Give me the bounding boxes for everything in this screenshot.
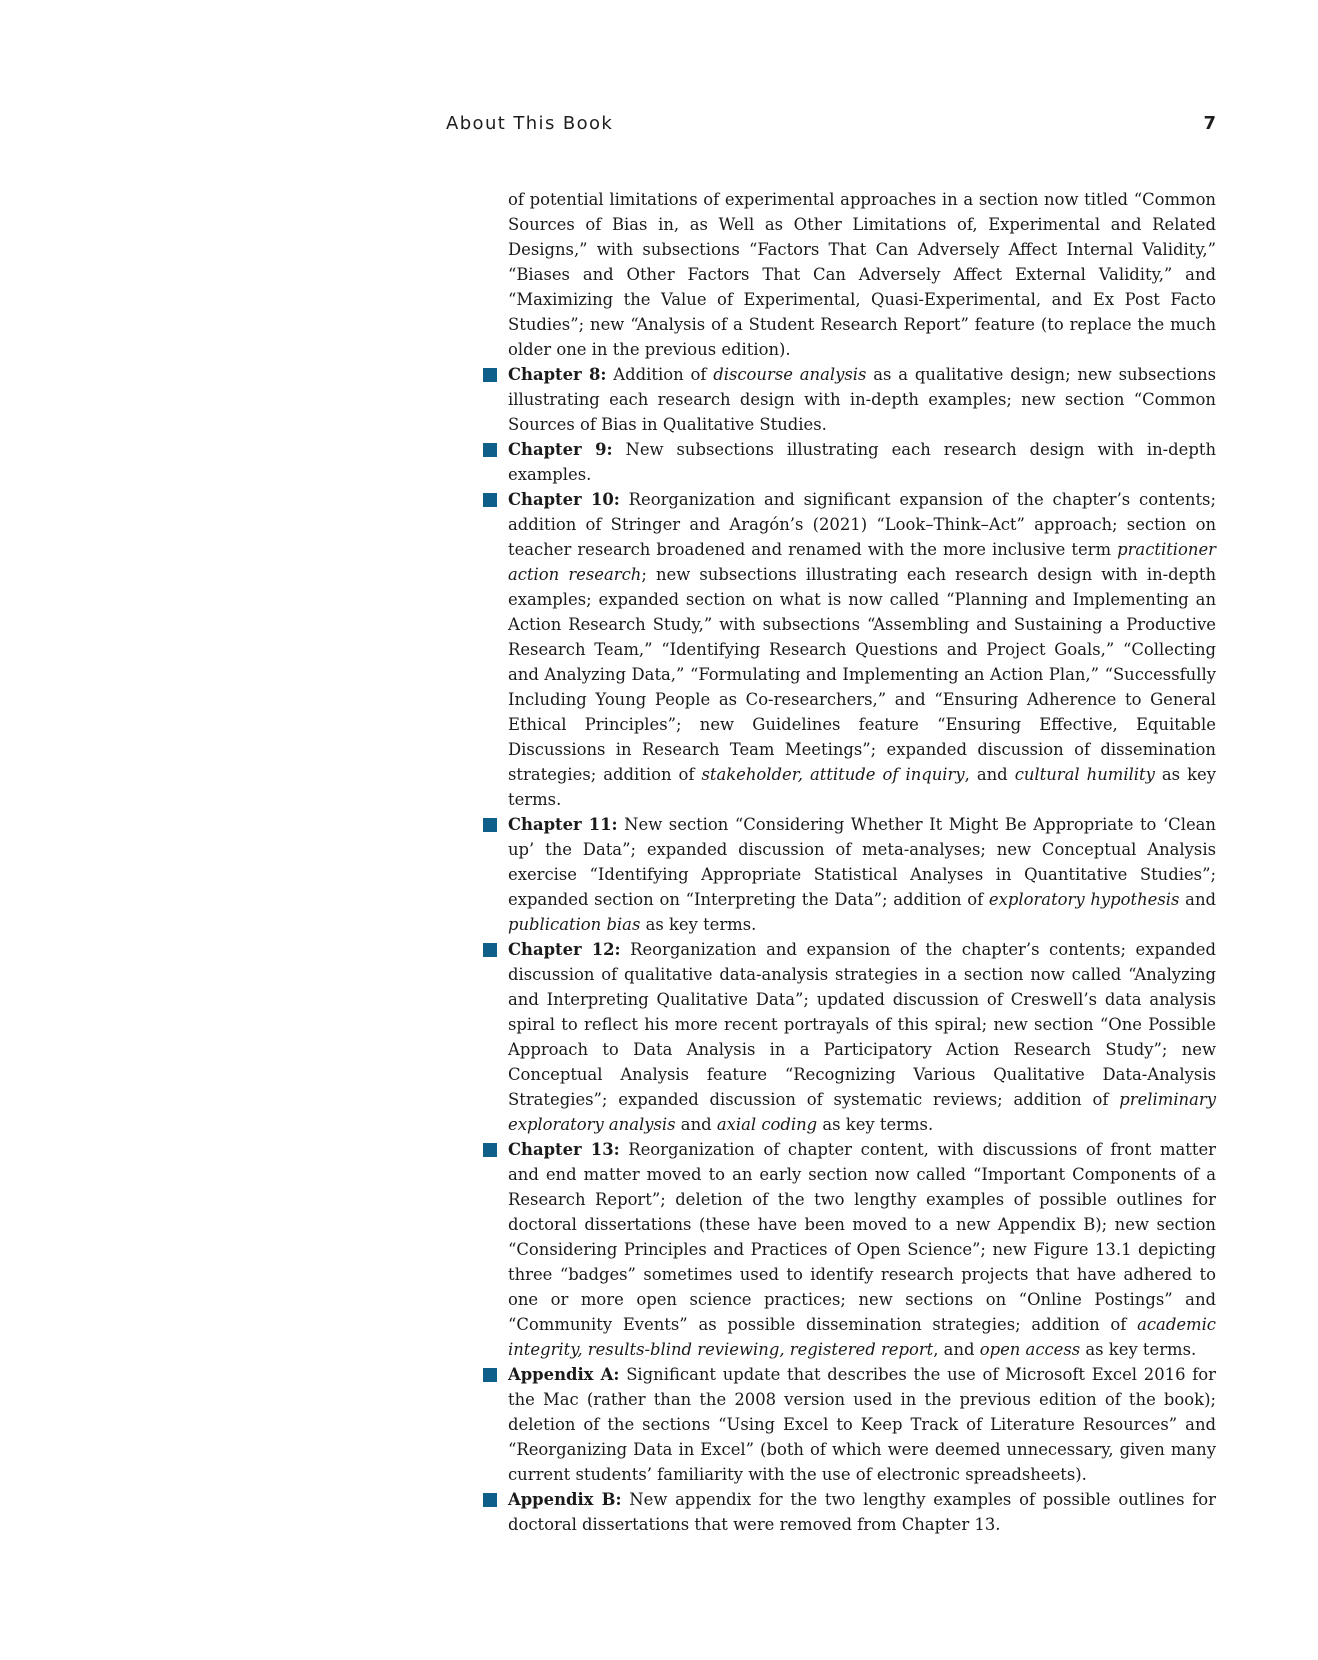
key-term: cultural humility (1014, 765, 1155, 784)
item-lead: Appendix A: (508, 1365, 620, 1384)
list-item (508, 812, 1216, 937)
running-header (446, 113, 1216, 143)
item-text: Reorganization and expansion of the chapter’s contents; expanded discussion of qualitative data-analysis strategies in a section now called “Analyzing and Interpreting Qualitative Data”; updated discussion of Creswell’s data analysis spiral to reflect his more recent portrayals of this spiral; new section “One Possible Approach to Data Analysis in a Participatory Action Research Study”; new Conceptual Analysis feature “Recognizing Various Qualitative Data-Analysis Strategies”; expanded discussion of systematic reviews; addition of (508, 940, 1216, 1109)
square-bullet-icon (483, 1143, 497, 1157)
list-item (508, 1487, 1216, 1537)
revision-list (508, 362, 1216, 1537)
item-text: as key terms. (640, 915, 757, 934)
item-lead: Chapter 9: (508, 440, 613, 459)
key-term: preliminary exploratory analysis (508, 1090, 1216, 1134)
item-text: ; new subsections illustrating each research design with in-depth examples; expanded section on what is now called “Planning and Implementing an Action Research Study,” with subsections “Assembling and Sustaining a Productive Research Team,” “Identifying Research Questions and Project Goals,” “Collecting and Analyzing Data,” “Formulating and Implementing an Action Plan,” “Successfully Including Young People as Co-researchers,” and “Ensuring Adherence to General Ethical Principles”; new Guidelines feature “Ensuring Effective, Equitable Discussions in Research Team Meetings”; expanded discussion of dissemination strategies; addition of (508, 565, 1217, 784)
item-text: and (675, 1115, 717, 1134)
key-term: publication bias (508, 915, 641, 934)
square-bullet-icon (483, 1493, 497, 1507)
list-item (508, 487, 1216, 812)
key-term: discourse analysis (713, 365, 867, 384)
item-text: as key terms. (508, 765, 1216, 809)
key-term: axial coding (716, 1115, 818, 1134)
running-head-title: About This Book (446, 113, 614, 134)
continued-paragraph: of potential limitations of experimental approaches in a section now titled “Common Sources of Bias in, as Well as Other Limitations of, Experimental and Related Designs,” with subsections “Factors That Can Adversely Affect Internal Validity,” “Biases and Other Factors That Can Adversely Affect External Validity,” and “Maximizing the Value of Experimental, Quasi-Experimental, and Ex Post Facto Studies”; new “Analysis of a Student Research Report” feature (to replace the much older one in the previous edition). (508, 190, 1216, 359)
item-text: as a qualitative design; new subsections illustrating each research design with in-depth examples; new section “Common Sources of Bias in Qualitative Studies. (508, 365, 1216, 434)
key-term: open access (979, 1340, 1081, 1359)
list-item (508, 937, 1216, 1137)
item-text: Reorganization of chapter content, with discussions of front matter and end matter moved to an early section now called “Important Components of a Research Report”; deletion of the two lengthy examples of possible outlines for doctoral dissertations (these have been moved to a new Appendix B); new section “Considering Principles and Practices of Open Science”; new Figure 13.1 depicting three “badges” sometimes used to identify research projects that have adhered to one or more open science practices; new sections on “Online Postings” and “Community Events” as possible dissemination strategies; addition of (508, 1140, 1216, 1334)
item-lead: Chapter 10: (508, 490, 620, 509)
body-text (508, 187, 1216, 1537)
square-bullet-icon (483, 443, 497, 457)
item-text: as key terms. (1080, 1340, 1197, 1359)
item-lead: Chapter 13: (508, 1140, 620, 1159)
key-term: practitioner action research (508, 540, 1216, 584)
item-text: New section “Considering Whether It Might Be Appropriate to ‘Clean up’ the Data”; expanded discussion of meta-analyses; new Conceptual Analysis exercise “Identifying Appropriate Statistical Analyses in Quantitative Studies”; expanded section on “Interpreting the Data”; addition of (508, 815, 1216, 909)
key-term: exploratory hypothesis (988, 890, 1180, 909)
item-lead: Chapter 8: (508, 365, 607, 384)
list-item (508, 362, 1216, 437)
item-text: Addition of (606, 365, 714, 384)
item-lead: Chapter 12: (508, 940, 621, 959)
square-bullet-icon (483, 1368, 497, 1382)
item-text: New appendix for the two lengthy examples of possible outlines for doctoral dissertations that were removed from Chapter 13. (508, 1490, 1216, 1534)
item-lead: Appendix B: (508, 1490, 622, 1509)
item-text: Reorganization and significant expansion of the chapter’s contents; addition of Stringer and Aragón’s (2021) “Look–Think–Act” approach; section on teacher research broadened and renamed with the more inclusive term (508, 490, 1216, 559)
item-text: and (1179, 890, 1217, 909)
item-text: Significant update that describes the use of Microsoft Excel 2016 for the Mac (rather than the 2008 version used in the previous edition of the book); deletion of the sections “Using Excel to Keep Track of Literature Resources” and “Reorganizing Data in Excel” (both of which were deemed unnecessary, given many current students’ familiarity with the use of electronic spreadsheets). (508, 1365, 1217, 1484)
item-text: , and (933, 1340, 980, 1359)
item-text: , and (964, 765, 1015, 784)
page-number: 7 (1203, 113, 1216, 134)
list-item (508, 1362, 1216, 1487)
item-text: New subsections illustrating each research design with in-depth examples. (508, 440, 1217, 484)
square-bullet-icon (483, 818, 497, 832)
square-bullet-icon (483, 368, 497, 382)
square-bullet-icon (483, 943, 497, 957)
list-item (508, 1137, 1216, 1362)
key-term: stakeholder, attitude of inquiry (701, 765, 965, 784)
item-text: as key terms. (817, 1115, 934, 1134)
square-bullet-icon (483, 493, 497, 507)
list-item (508, 437, 1216, 487)
key-term: academic integrity, results-blind reviewing, registered report (508, 1315, 1216, 1359)
item-lead: Chapter 11: (508, 815, 618, 834)
